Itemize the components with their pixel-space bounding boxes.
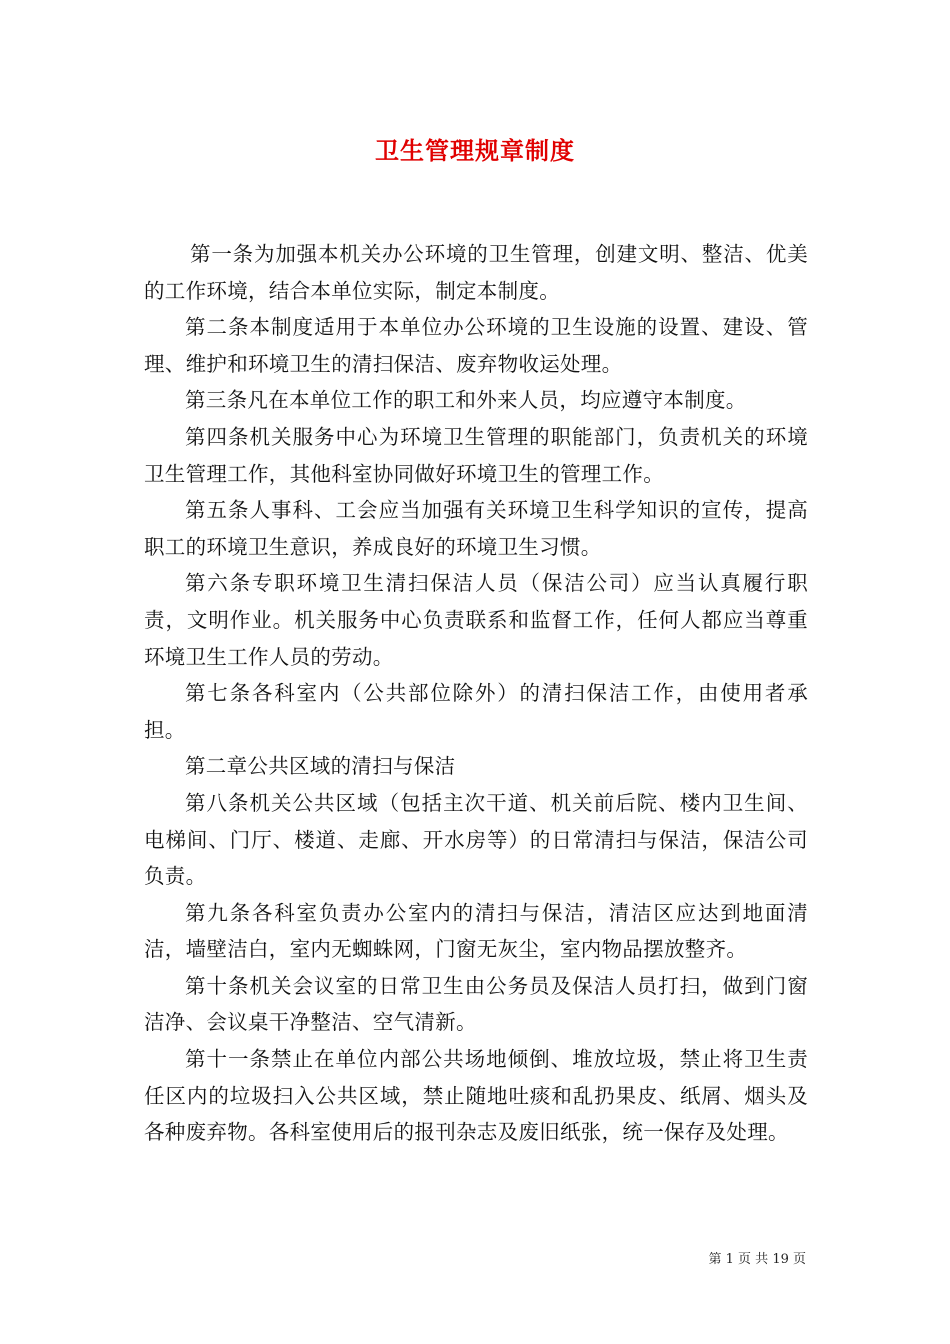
article-paragraph: 第四条机关服务中心为环境卫生管理的职能部门，负责机关的环境卫生管理工作，其他科室协同做好环境卫生的管理工作。	[144, 424, 808, 486]
article-paragraph: 第八条机关公共区域（包括主次干道、机关前后院、楼内卫生间、电梯间、门厅、楼道、走廊、开水房等）的日常清扫与保洁，保洁公司负责。	[144, 790, 808, 889]
article-paragraph: 第三条凡在本单位工作的职工和外来人员，均应遵守本制度。	[185, 388, 747, 413]
page-number-footer: 第 1 页 共 19 页	[708, 1252, 806, 1267]
article-paragraph: 第一条为加强本机关办公环境的卫生管理，创建文明、整洁、优美的工作环境，结合本单位实际，制定本制度。	[144, 242, 808, 303]
article-paragraph: 第二条本制度适用于本单位办公环境的卫生设施的设置、建设、管理、维护和环境卫生的清扫保洁、废弃物收运处理。	[144, 315, 808, 376]
article-paragraph: 第五条人事科、工会应当加强有关环境卫生科学知识的宣传，提高职工的环境卫生意识，养成良好的环境卫生习惯。	[144, 498, 808, 559]
article-paragraph: 第六条专职环境卫生清扫保洁人员（保洁公司）应当认真履行职责，文明作业。机关服务中心负责联系和监督工作，任何人都应当尊重环境卫生工作人员的劳动。	[144, 571, 808, 669]
article-paragraph: 第十一条禁止在单位内部公共场地倾倒、堆放垃圾，禁止将卫生责任区内的垃圾扫入公共区域，禁止随地吐痰和乱扔果皮、纸屑、烟头及各种废弃物。各科室使用后的报刊杂志及废旧纸张，统一保存及处理。	[144, 1047, 808, 1145]
article-paragraph: 第九条各科室负责办公室内的清扫与保洁，清洁区应达到地面清洁，墙壁洁白，室内无蜘蛛网，门窗无灰尘，室内物品摆放整齐。	[144, 900, 808, 962]
chapter-heading: 第二章公共区域的清扫与保洁	[185, 754, 456, 779]
document-title: 卫生管理规章制度	[375, 136, 575, 165]
article-paragraph: 第十条机关会议室的日常卫生由公务员及保洁人员打扫，做到门窗洁净、会议桌干净整洁、空气清新。	[144, 973, 808, 1035]
article-paragraph: 第七条各科室内（公共部位除外）的清扫保洁工作，由使用者承担。	[144, 681, 808, 742]
document-body	[144, 236, 808, 1151]
